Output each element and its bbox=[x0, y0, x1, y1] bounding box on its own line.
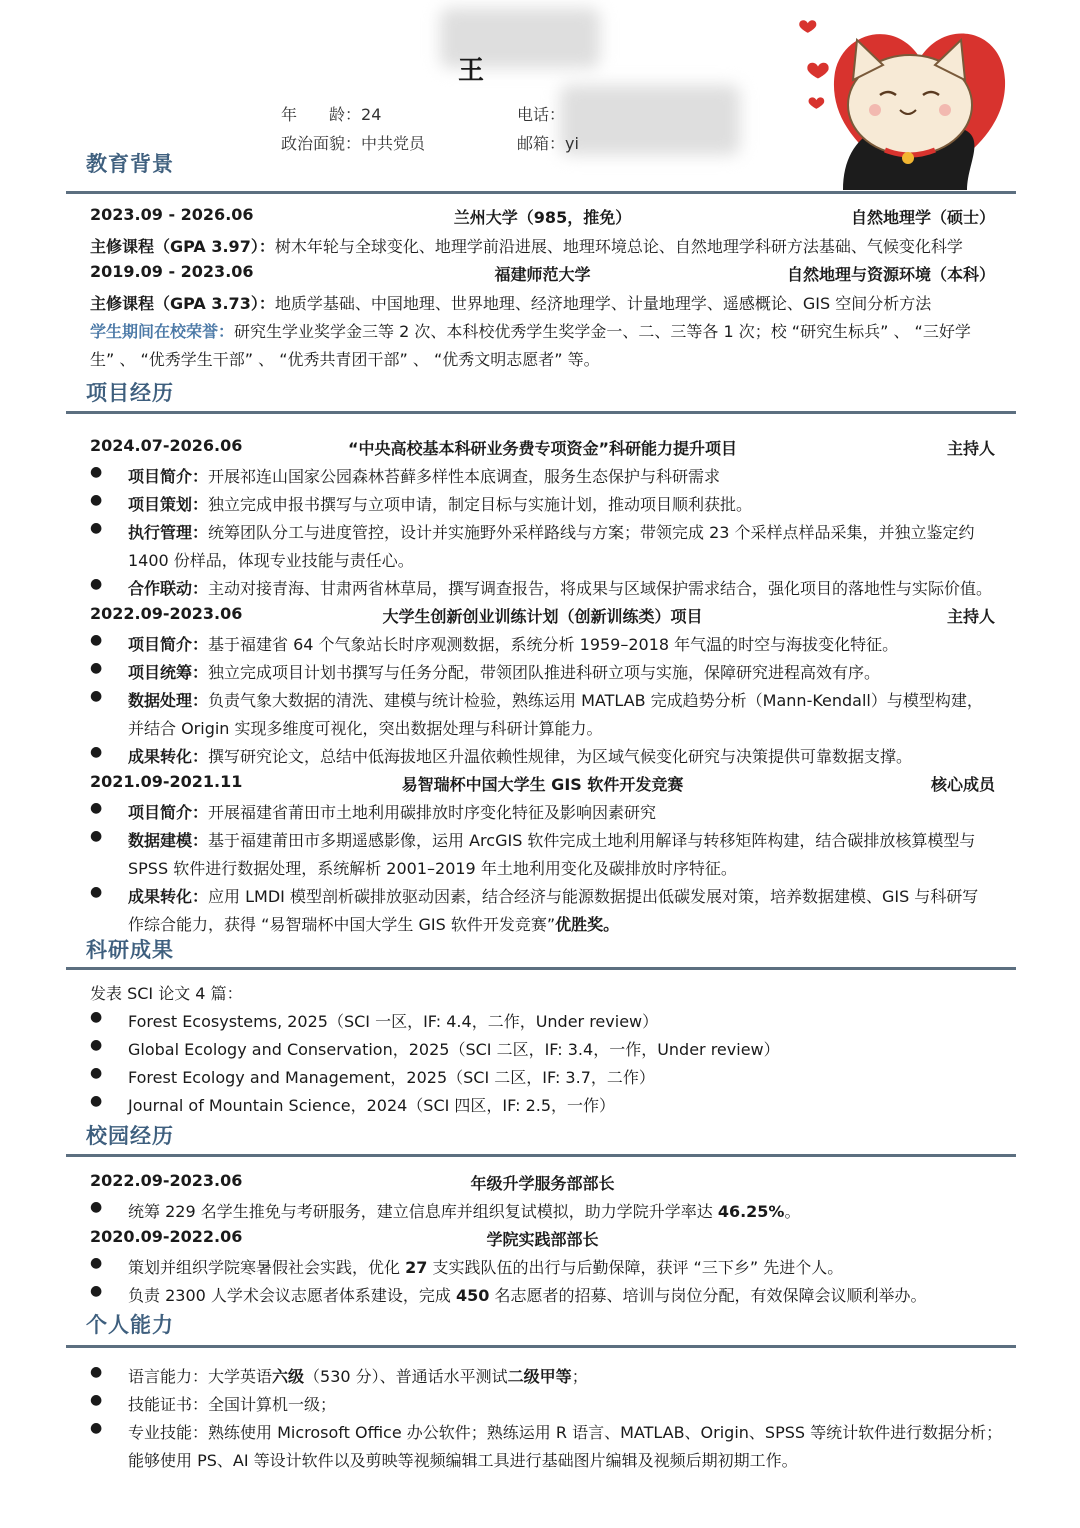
courses-label: 主修课程（GPA 3.97）： bbox=[90, 237, 275, 256]
project-role: 主持人 bbox=[946, 439, 995, 458]
section-title-skills: 个人能力 bbox=[86, 1313, 174, 1337]
heart-icon bbox=[809, 97, 825, 109]
item-text: 技能证书：全国计算机一级； bbox=[128, 1395, 337, 1414]
item-label: 项目简介： bbox=[128, 635, 209, 654]
item-text: 语言能力：大学英语 bbox=[128, 1367, 273, 1386]
highlight-value: 46.25% bbox=[717, 1202, 785, 1221]
edu-date: 2023.09 - 2026.06 bbox=[90, 205, 254, 224]
campus-header bbox=[90, 1227, 995, 1253]
phone-line bbox=[517, 102, 565, 125]
email-label: 邮箱： bbox=[517, 134, 566, 153]
bullet-icon: ● bbox=[90, 492, 103, 508]
bullet-icon: ● bbox=[90, 1283, 103, 1299]
item-text: 基于福建省 64 个气象站长时序观测数据，系统分析 1959–2018 年气温的时空与海拔变化特征。 bbox=[208, 635, 899, 654]
item-text: 专业技能：熟练使用 Microsoft Office 办公软件；熟练运用 R 语言、MATLAB、Origin、SPSS 等统计软件进行数据分析； bbox=[128, 1423, 1003, 1442]
age-line bbox=[281, 102, 381, 125]
politics-line bbox=[281, 131, 425, 154]
bullet-icon: ● bbox=[90, 660, 103, 676]
project-name: 大学生创新创业训练计划（创新训练类）项目 bbox=[382, 607, 703, 626]
item-label: 执行管理： bbox=[128, 523, 209, 542]
item-text: 应用 LMDI 模型剖析碳排放驱动因素，结合经济与能源数据提出低碳发展对策，培养数据建模、GIS 与科研写 bbox=[208, 887, 979, 906]
bullet-icon: ● bbox=[90, 1037, 103, 1053]
edu-school: 福建师范大学 bbox=[494, 265, 591, 284]
age-label: 年 龄： bbox=[281, 105, 362, 124]
item-label: 项目简介： bbox=[128, 803, 209, 822]
item-text: 。 bbox=[784, 1202, 801, 1221]
name: 王 bbox=[458, 56, 485, 86]
section-title-research: 科研成果 bbox=[86, 938, 174, 962]
section-divider bbox=[66, 1154, 1016, 1157]
item-text: 基于福建莆田市多期遥感影像，运用 ArcGIS 软件完成土地利用解译与转移矩阵构建，结合碳排放核算模型与 bbox=[208, 831, 976, 850]
project-header bbox=[90, 772, 995, 798]
item-text: 名志愿者的招募、培训与岗位分配，有效保障会议顺利举办。 bbox=[489, 1286, 927, 1305]
section-title-projects: 项目经历 bbox=[86, 381, 174, 405]
bullet-icon: ● bbox=[90, 576, 103, 592]
bullet-icon: ● bbox=[90, 688, 103, 704]
education-entry bbox=[90, 205, 995, 231]
project-header bbox=[90, 436, 995, 462]
paper-entry: Global Ecology and Conservation，2025（SCI 二区，IF: 3.4，一作，Under review） bbox=[128, 1040, 780, 1059]
item-text: 支实践队伍的出行与后勤保障，获评 “三下乡” 先进个人。 bbox=[427, 1258, 844, 1277]
bullet-icon: ● bbox=[90, 1009, 103, 1025]
edu-major: 自然地理与资源环境（本科） bbox=[786, 265, 995, 284]
item-text: 独立完成项目计划书撰写与任务分配，带领团队推进科研立项与实施，保障研究进程高效有序。 bbox=[208, 663, 881, 682]
section-divider bbox=[66, 411, 1016, 414]
courses-label: 主修课程（GPA 3.73）： bbox=[90, 294, 275, 313]
research-intro: 发表 SCI 论文 4 篇： bbox=[90, 984, 243, 1003]
email-value: yi bbox=[565, 134, 579, 153]
campus-role: 年级升学服务部部长 bbox=[470, 1174, 615, 1193]
item-text: （530 分）、普通话水平测试 bbox=[304, 1367, 508, 1386]
project-date: 2021.09-2021.11 bbox=[90, 772, 243, 791]
project-name: “中央高校基本科研业务费专项资金”科研能力提升项目 bbox=[347, 439, 738, 458]
paper-entry: Forest Ecology and Management，2025（SCI 二区，IF: 3.7，二作） bbox=[128, 1068, 655, 1087]
highlight-value: 450 bbox=[455, 1286, 490, 1305]
bullet-icon: ● bbox=[90, 1093, 103, 1109]
item-label: 成果转化： bbox=[128, 887, 209, 906]
item-label: 成果转化： bbox=[128, 747, 209, 766]
item-text: 负责 2300 人学术会议志愿者体系建设，完成 bbox=[128, 1286, 456, 1305]
item-text: 负责气象大数据的清洗、建模与统计检验，熟练运用 MATLAB 完成趋势分析（Mann-Kendall）与模型构建， bbox=[208, 691, 983, 710]
item-text: 开展祁连山国家公园森林苔藓多样性本底调查，服务生态保护与科研需求 bbox=[208, 467, 721, 486]
education-entry bbox=[90, 262, 995, 288]
campus-header bbox=[90, 1171, 995, 1197]
highlight-value: 27 bbox=[405, 1258, 428, 1277]
item-text: 主动对接青海、甘肃两省林草局，撰写调查报告，将成果与区域保护需求结合，强化项目的落地性与实际价值。 bbox=[208, 579, 993, 598]
bullet-icon: ● bbox=[90, 1255, 103, 1271]
heart-icon bbox=[799, 20, 816, 33]
bullet-icon: ● bbox=[90, 1199, 103, 1215]
section-divider bbox=[66, 1345, 1016, 1348]
item-text: ； bbox=[571, 1367, 588, 1386]
edu-date: 2019.09 - 2023.06 bbox=[90, 262, 254, 281]
item-label: 数据处理： bbox=[128, 691, 209, 710]
avatar-cat-illustration bbox=[795, 10, 1010, 195]
bullet-icon: ● bbox=[90, 884, 103, 900]
list-item-cont: 能够使用 PS、AI 等设计软件以及剪映等视频编辑工具进行基础图片编辑及视频后期初期工作。 bbox=[128, 1451, 798, 1470]
edu-courses bbox=[90, 234, 1000, 257]
politics-label: 政治面貌： bbox=[281, 134, 362, 153]
item-label: 项目简介： bbox=[128, 467, 209, 486]
honors-label: 学生期间在校荣誉： bbox=[90, 322, 235, 341]
project-date: 2022.09-2023.06 bbox=[90, 604, 243, 623]
section-divider bbox=[66, 191, 1016, 194]
section-title-campus: 校园经历 bbox=[86, 1124, 174, 1148]
item-text: 作综合能力，获得 “易智瑞杯中国大学生 GIS 软件开发竞赛” bbox=[128, 915, 556, 934]
item-text: 统筹团队分工与进度管控，设计并实施野外采样路线与方案；带领完成 23 个采样点样品采集，并独立鉴定约 bbox=[208, 523, 975, 542]
bullet-icon: ● bbox=[90, 464, 103, 480]
item-text: 独立完成申报书撰写与立项申请，制定目标与实施计划，推动项目顺利获批。 bbox=[208, 495, 753, 514]
section-title-education: 教育背景 bbox=[86, 152, 174, 176]
item-text: 开展福建省莆田市土地利用碳排放时序变化特征及影响因素研究 bbox=[208, 803, 657, 822]
bullet-icon: ● bbox=[90, 828, 103, 844]
project-name: 易智瑞杯中国大学生 GIS 软件开发竞赛 bbox=[401, 775, 684, 794]
edu-courses bbox=[90, 291, 1000, 314]
bullet-icon: ● bbox=[90, 1065, 103, 1081]
paper-entry: Forest Ecosystems, 2025（SCI 一区，IF: 4.4，二作，Under review） bbox=[128, 1012, 659, 1031]
heart-icon bbox=[807, 63, 828, 79]
project-role: 核心成员 bbox=[930, 775, 995, 794]
project-date: 2024.07-2026.06 bbox=[90, 436, 243, 455]
campus-date: 2022.09-2023.06 bbox=[90, 1171, 243, 1190]
edu-major: 自然地理学（硕士） bbox=[850, 208, 995, 227]
paper-entry: Journal of Mountain Science，2024（SCI 四区，IF: 2.5，一作） bbox=[128, 1096, 616, 1115]
email-line bbox=[517, 131, 579, 154]
item-text: 统筹 229 名学生推免与考研服务，建立信息库并组织复试模拟，助力学院升学率达 bbox=[128, 1202, 718, 1221]
item-label: 项目统筹： bbox=[128, 663, 209, 682]
item-label: 合作联动： bbox=[128, 579, 209, 598]
bullet-icon: ● bbox=[90, 1420, 103, 1436]
item-label: 项目策划： bbox=[128, 495, 209, 514]
bullet-icon: ● bbox=[90, 1392, 103, 1408]
campus-date: 2020.09-2022.06 bbox=[90, 1227, 243, 1246]
campus-role: 学院实践部部长 bbox=[486, 1230, 599, 1249]
politics-value: 中共党员 bbox=[361, 134, 426, 153]
bullet-icon: ● bbox=[90, 520, 103, 536]
list-item-cont: 并结合 Origin 实现多维度可视化，突出数据处理与科研计算能力。 bbox=[128, 719, 603, 738]
bullet-icon: ● bbox=[90, 744, 103, 760]
honors-line bbox=[90, 319, 1000, 342]
highlight-value: 六级 bbox=[272, 1367, 305, 1386]
edu-school: 兰州大学（985，推免） bbox=[453, 208, 632, 227]
list-item-cont bbox=[128, 912, 1008, 935]
bullet-icon: ● bbox=[90, 632, 103, 648]
award-text: 优胜奖。 bbox=[555, 915, 620, 934]
list-item-cont: 1400 份样品，体现专业技能与责任心。 bbox=[128, 551, 414, 570]
courses-text: 树木年轮与全球变化、地理学前沿进展、地理环境总论、自然地理学科研方法基础、气候变化科学 bbox=[274, 237, 963, 256]
item-text: 撰写研究论文，总结中低海拔地区升温依赖性规律，为区域气候变化研究与决策提供可靠数据支撑。 bbox=[208, 747, 913, 766]
list-item-cont: SPSS 软件进行数据处理，系统解析 2001–2019 年土地利用变化及碳排放时序特征。 bbox=[128, 859, 737, 878]
bullet-icon: ● bbox=[90, 800, 103, 816]
courses-text: 地质学基础、中国地理、世界地理、经济地理学、计量地理学、遥感概论、GIS 空间分析方法 bbox=[274, 294, 932, 313]
section-divider bbox=[66, 967, 1016, 970]
item-label: 数据建模： bbox=[128, 831, 209, 850]
honors-text: 研究生学业奖学金三等 2 次、本科校优秀学生奖学金一、二、三等各 1 次；校 “研究生标兵” 、 “三好学 bbox=[234, 322, 971, 341]
honors-line-cont: 生” 、 “优秀学生干部” 、 “优秀共青团干部” 、 “优秀文明志愿者” 等。 bbox=[90, 350, 600, 369]
item-text: 策划并组织学院寒暑假社会实践，优化 bbox=[128, 1258, 406, 1277]
project-role: 主持人 bbox=[946, 607, 995, 626]
project-header bbox=[90, 604, 995, 630]
phone-label: 电话： bbox=[517, 105, 566, 124]
bullet-icon: ● bbox=[90, 1364, 103, 1380]
highlight-value: 二级甲等 bbox=[507, 1367, 572, 1386]
age-value: 24 bbox=[361, 105, 382, 124]
